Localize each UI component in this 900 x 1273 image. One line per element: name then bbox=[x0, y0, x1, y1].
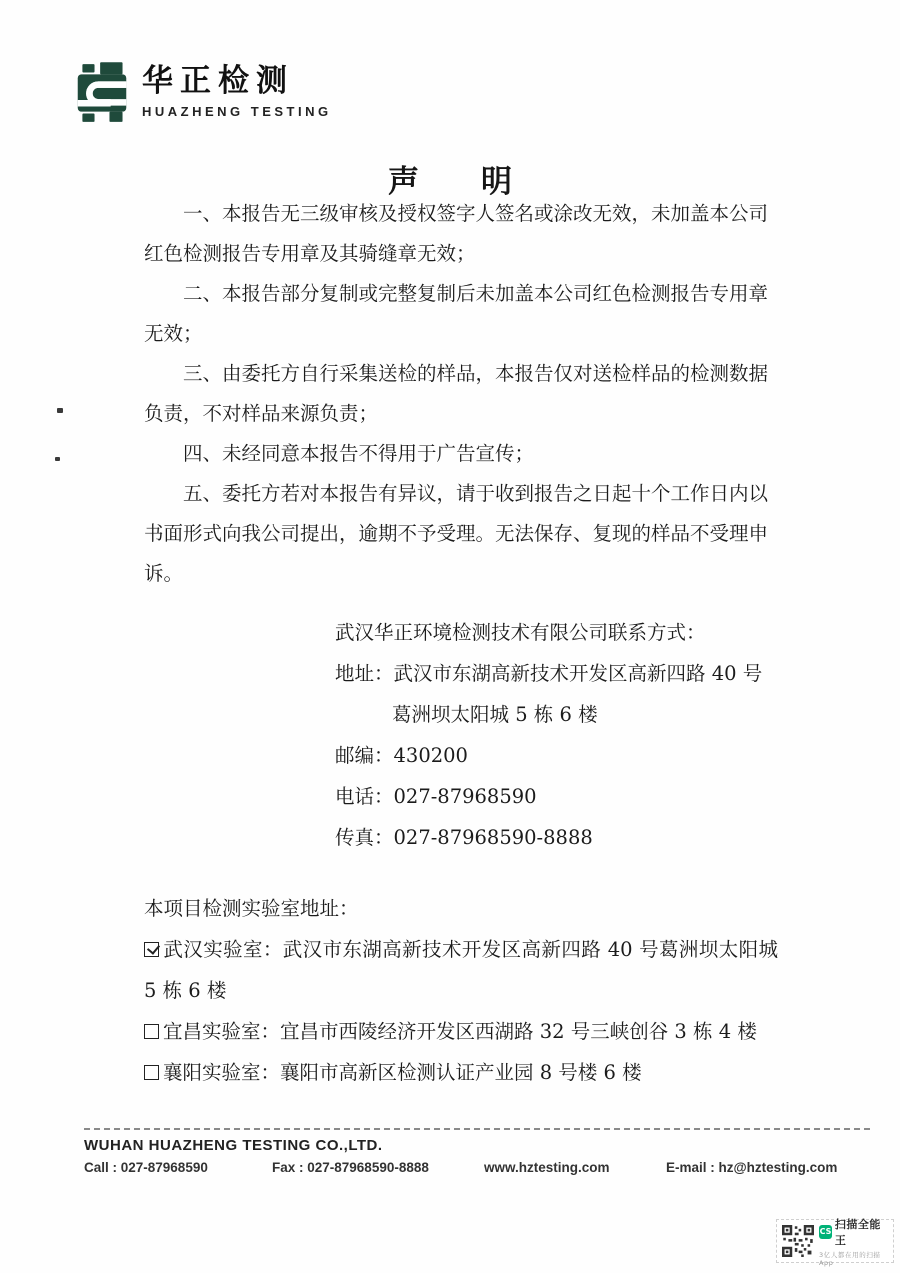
lab-row-wuhan bbox=[144, 929, 778, 1011]
xiangyang-lab-address: 襄阳实验室：襄阳市高新区检测认证产业园 8 号楼 6 楼 bbox=[163, 1061, 642, 1084]
statements-block bbox=[144, 194, 768, 594]
logo-text bbox=[142, 62, 332, 119]
logo-name-en: HUAZHENG TESTING bbox=[142, 104, 332, 120]
footer-website: www.hztesting.com bbox=[484, 1160, 610, 1175]
contact-postcode: 邮编：430200 bbox=[335, 744, 468, 767]
footer-company-name: WUHAN HUAZHENG TESTING CO.,LTD. bbox=[84, 1137, 383, 1154]
statement-2: 二、本报告部分复制或完整复制后未加盖本公司红色检测报告专用章无效； bbox=[144, 282, 769, 345]
footer-fax: Fax : 027-87968590-8888 bbox=[272, 1160, 429, 1175]
huazheng-logo-icon bbox=[74, 62, 130, 124]
yichang-lab-checkbox bbox=[144, 1024, 159, 1039]
camscanner-watermark bbox=[776, 1217, 894, 1267]
contact-address-line1: 地址：武汉市东湖高新技术开发区高新四路 40 号 bbox=[335, 662, 763, 685]
labs-block bbox=[144, 888, 778, 1093]
logo-name-cn: 华正检测 bbox=[142, 63, 294, 99]
scan-artifact-dot bbox=[57, 408, 63, 413]
camscanner-app-name: 扫描全能王 bbox=[834, 1217, 881, 1247]
statement-1: 一、本报告无三级审核及授权签字人签名或涂改无效，未加盖本公司红色检测报告专用章及其骑缝章无效； bbox=[144, 202, 769, 265]
page-footer bbox=[84, 1128, 870, 1175]
company-logo bbox=[74, 62, 332, 124]
yichang-lab-address: 宜昌实验室：宜昌市西陵经济开发区西湖路 32 号三峡创谷 3 栋 4 楼 bbox=[163, 1020, 757, 1043]
lab-row-xiangyang bbox=[144, 1052, 778, 1093]
contact-fax: 传真：027-87968590-8888 bbox=[335, 826, 593, 849]
contact-phone: 电话：027-87968590 bbox=[335, 785, 537, 808]
camscanner-tagline: 3亿人都在用的扫描App bbox=[819, 1250, 881, 1267]
contact-heading: 武汉华正环境检测技术有限公司联系方式： bbox=[335, 621, 706, 644]
statement-4: 四、未经同意本报告不得用于广告宣传； bbox=[183, 442, 535, 465]
camscanner-badge-icon: CS bbox=[819, 1225, 832, 1239]
footer-email: E-mail : hz@hztesting.com bbox=[666, 1160, 838, 1175]
watermark-text bbox=[819, 1216, 888, 1267]
statement-5: 五、委托方若对本报告有异议，请于收到报告之日起十个工作日内以书面形式向我公司提出，逾期不予受理。无法保存、复现的样品不受理申诉。 bbox=[144, 482, 769, 585]
labs-heading: 本项目检测实验室地址： bbox=[144, 897, 359, 920]
contact-address-line2: 葛洲坝太阳城 5 栋 6 楼 bbox=[392, 703, 598, 726]
wuhan-lab-address: 武汉实验室：武汉市东湖高新技术开发区高新四路 40 号葛洲坝太阳城 5 栋 6 楼 bbox=[144, 938, 778, 1002]
xiangyang-lab-checkbox bbox=[144, 1065, 159, 1080]
scan-artifact-dot bbox=[55, 457, 60, 461]
qr-code-icon bbox=[782, 1225, 814, 1257]
contact-block bbox=[335, 612, 762, 858]
wuhan-lab-checkbox bbox=[144, 942, 159, 957]
lab-row-yichang bbox=[144, 1011, 778, 1052]
footer-contact-row bbox=[84, 1160, 870, 1175]
footer-call: Call : 027-87968590 bbox=[84, 1160, 208, 1175]
page-title: 声 明 bbox=[388, 164, 512, 200]
statement-3: 三、由委托方自行采集送检的样品，本报告仅对送检样品的检测数据负责，不对样品来源负责； bbox=[144, 362, 769, 425]
